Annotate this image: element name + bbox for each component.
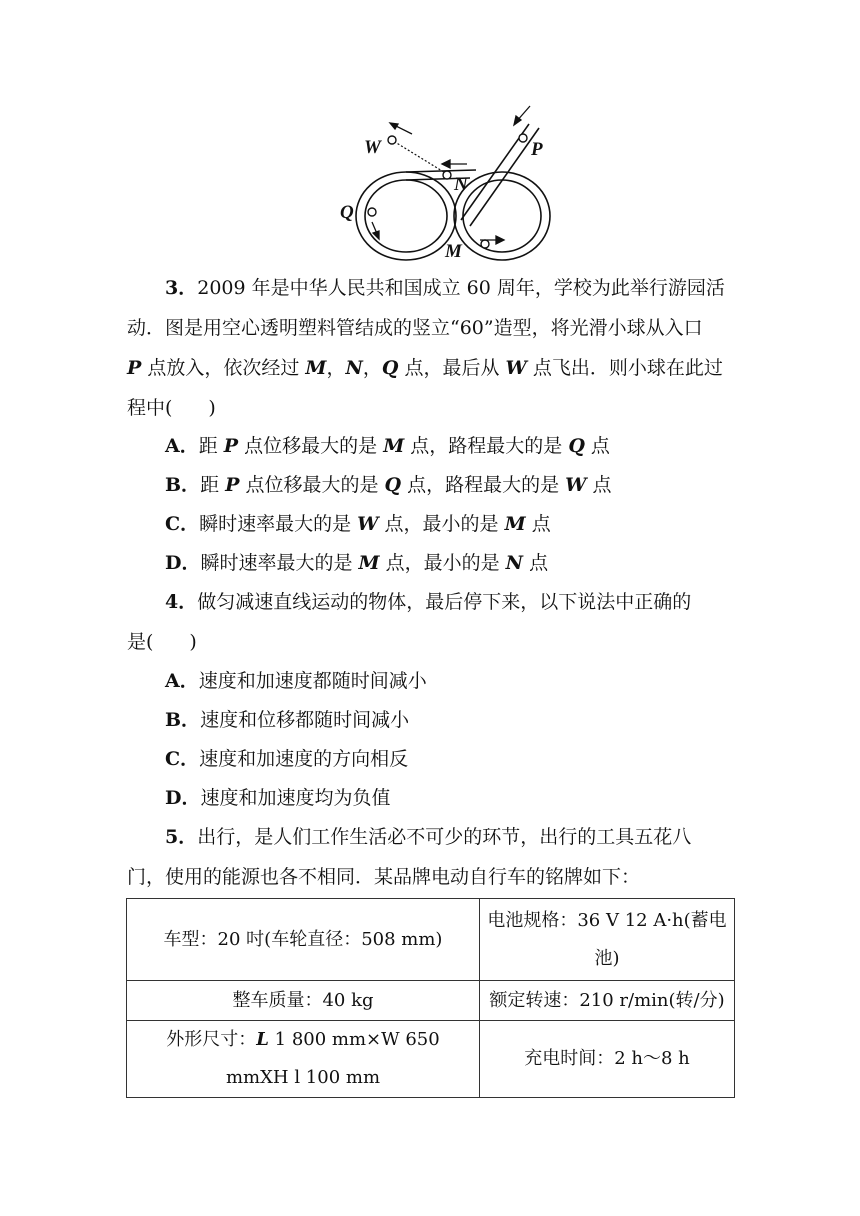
q4-stem-line2: 是( (127, 631, 154, 653)
option-text: 点位移最大的是 (239, 474, 385, 496)
option-var: M (358, 552, 380, 574)
ball-q (368, 208, 376, 216)
cell-battery (480, 899, 735, 981)
option-text: 距 (200, 474, 226, 496)
q4-paren-close: ) (189, 631, 197, 653)
option-text: 点，最小的是 (378, 513, 505, 535)
cell-dim-line2: mmXH l 100 mm (225, 1067, 381, 1088)
q3-number: 3． (165, 277, 198, 299)
six-loop-inner (365, 180, 447, 252)
option-text: 瞬时速率最大的是 (199, 513, 358, 535)
ball-m (481, 240, 489, 248)
ball-w (388, 136, 396, 144)
q4-option-d (165, 778, 391, 818)
cell-mass: 整车质量：40 kg (127, 981, 480, 1021)
q3-option-c (165, 504, 551, 544)
q3-stem-line2: 动．图是用空心透明塑料管结成的竖立“60”造型，将光滑小球从入口 (127, 317, 703, 339)
zero-loop-outer (454, 172, 550, 260)
option-letter: D． (165, 787, 201, 809)
option-var: Q (568, 435, 585, 457)
ball-n (443, 171, 451, 179)
sixty-tube-figure (320, 98, 560, 268)
option-text: 点 (525, 513, 551, 535)
option-var: Q (384, 474, 402, 496)
q5-stem-line2: 门，使用的能源也各不相同．某品牌电动自行车的铭牌如下： (127, 866, 641, 888)
option-text: 点位移最大的是 (238, 435, 384, 457)
option-text: 速度和加速度的方向相反 (199, 748, 409, 770)
option-letter: C． (165, 748, 200, 770)
sixty-tube-diagram (320, 98, 560, 268)
q3-stem-line1: 2009 年是中华人民共和国成立 60 周年，学校为此举行游园活 (197, 277, 725, 299)
q3-stem-line3b: 点，最后从 (398, 357, 506, 379)
cell-battery-line1: 电池规格：36 V 12 A·h(蓄电 (487, 909, 727, 931)
cell-charge-time: 充电时间：2 h～8 h (480, 1021, 735, 1098)
q3-stem-line3c: 点飞出．则小球在此过 (526, 357, 723, 379)
option-letter: D． (165, 552, 201, 574)
q5-stem (127, 817, 737, 897)
option-letter: B． (165, 709, 201, 731)
q4-stem-line1: 做匀减速直线运动的物体，最后停下来，以下说法中正确的 (197, 591, 692, 613)
q5-number: 5． (165, 826, 198, 848)
option-var: M (504, 513, 526, 535)
q3-var-q: Q (381, 357, 399, 379)
option-var: M (383, 435, 405, 457)
option-text: 速度和位移都随时间减小 (200, 709, 410, 731)
q3-stem-line4: 程中( (127, 397, 173, 419)
option-letter: A． (165, 435, 199, 457)
option-var: W (357, 513, 379, 535)
ball-p (519, 134, 527, 142)
option-var: P (223, 435, 239, 457)
option-text: 瞬时速率最大的是 (200, 552, 359, 574)
option-letter: B． (165, 474, 201, 496)
cell-model: 车型：20 吋(车轮直径：508 mm) (127, 899, 480, 981)
q3-var-m: M (305, 357, 327, 379)
option-text: 点，最小的是 (379, 552, 506, 574)
q3-option-d (165, 543, 548, 583)
q3-var-w: W (505, 357, 527, 379)
q3-paren-close: ) (208, 397, 216, 419)
q4-stem (127, 582, 737, 662)
q3-var-p: P (127, 357, 142, 379)
label-p: P (531, 139, 543, 160)
option-var: P (225, 474, 240, 496)
cell-dim-prefix: 外形尺寸： (166, 1029, 257, 1050)
option-var: W (565, 474, 587, 496)
option-text: 速度和加速度均为负值 (200, 787, 391, 809)
table-row (127, 899, 735, 981)
option-text: 点 (584, 435, 610, 457)
cell-dim-line1: 1 800 mm×W 650 (268, 1029, 440, 1050)
q3-option-b (165, 465, 612, 505)
q4-option-a (165, 661, 427, 701)
q4-number: 4． (165, 591, 198, 613)
q3-var-n: N (345, 357, 363, 379)
q5-stem-line1: 出行，是人们工作生活必不可少的环节，出行的工具五花八 (197, 826, 692, 848)
cell-battery-line2: 池) (594, 947, 620, 969)
label-n: N (454, 174, 468, 195)
label-q: Q (340, 202, 354, 223)
cell-speed: 额定转速：210 r/min(转/分) (480, 981, 735, 1021)
q3-stem: 3．2009 年是中华人民共和国成立 60 周年，学校为此举行游园活 动．图是用空心透明塑料管结成的竖立“60”造型，将光滑小球从入口 P 点放入，依次经过 M，N，Q 点，最后从 W 点飞出．则小球在此过 程中( ) (127, 277, 725, 419)
cell-dim-l: L (256, 1029, 269, 1050)
label-m: M (445, 241, 462, 262)
option-letter: C． (165, 513, 200, 535)
q4-option-b (165, 700, 409, 740)
cell-dimensions (127, 1021, 480, 1098)
q3-option-a (165, 426, 610, 466)
table-row (127, 1021, 735, 1098)
option-letter: A． (165, 670, 199, 692)
exit-path-dotted (395, 142, 447, 174)
six-top-tube-outer (406, 170, 476, 172)
nameplate-table (126, 898, 735, 1098)
option-text: 距 (198, 435, 224, 457)
option-var: N (505, 552, 524, 574)
option-text: 点，路程最大的是 (401, 474, 566, 496)
label-w: W (364, 137, 381, 158)
option-text: 点，路程最大的是 (404, 435, 569, 457)
q4-option-c (165, 739, 408, 779)
option-text: 点 (523, 552, 549, 574)
option-text: 点 (586, 474, 612, 496)
option-text: 速度和加速度都随时间减小 (198, 670, 427, 692)
q3-stem-line3a: 点放入，依次经过 (141, 357, 306, 379)
table-row (127, 981, 735, 1021)
